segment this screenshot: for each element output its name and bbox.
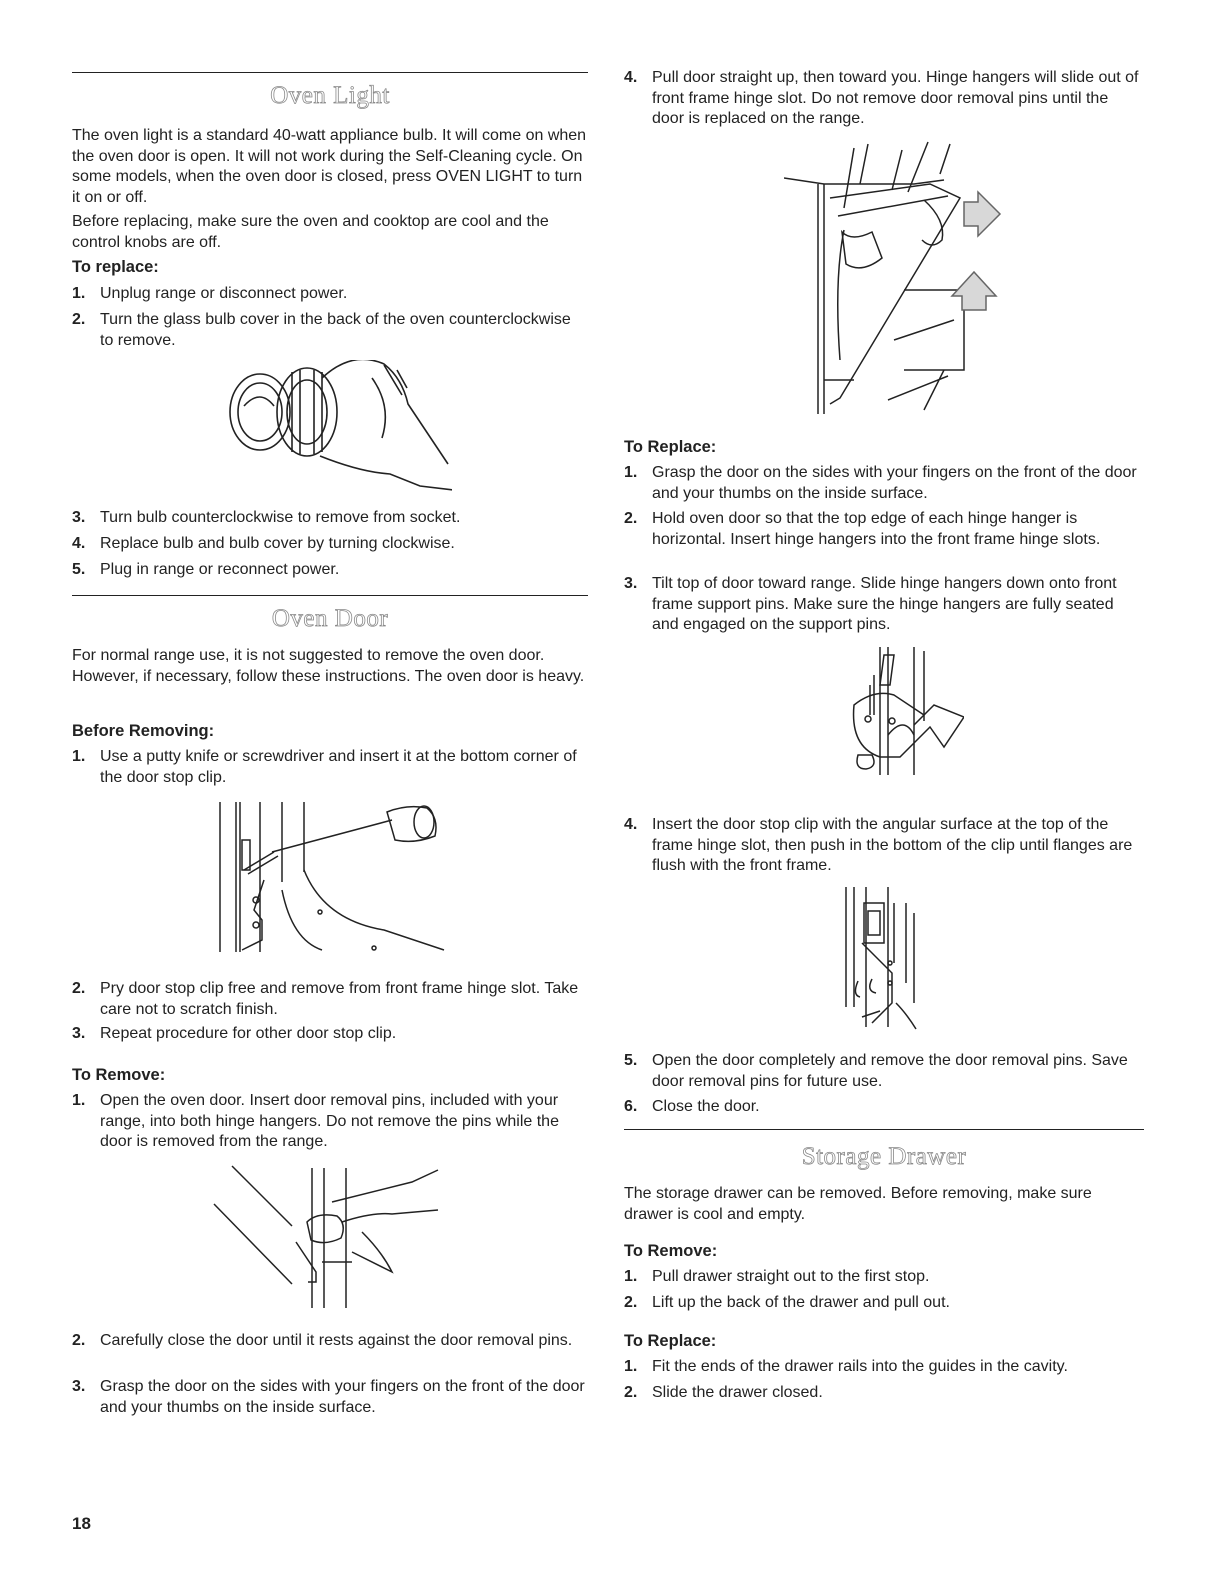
drawer-remove-step: [624, 1267, 1144, 1288]
step-text: Close the door.: [652, 1098, 760, 1115]
to-replace-step: [624, 815, 1144, 877]
step-number: 3.: [624, 575, 638, 592]
oven-light-step: [72, 560, 588, 581]
oven-light-replace-heading: To replace:: [72, 258, 159, 276]
door-lift-illustration: [784, 140, 1044, 415]
step-text: Grasp the door on the sides with your fingers on the front of the door and your thumbs on the inside surface.: [652, 464, 1137, 502]
to-replace-step: [624, 1097, 1144, 1118]
step-number: 3.: [72, 509, 86, 526]
step-text: Unplug range or disconnect power.: [100, 285, 348, 302]
to-remove-step: [72, 1377, 588, 1418]
before-removing-step: [72, 747, 588, 788]
step-number: 1.: [72, 748, 86, 765]
step-text: Slide the drawer closed.: [652, 1384, 823, 1401]
oven-door-intro: For normal range use, it is not suggested to remove the oven door. However, if necessary, follow these instructions. The oven door is heavy.: [72, 647, 585, 685]
step-number: 3.: [72, 1025, 86, 1042]
step-number: 5.: [624, 1052, 638, 1069]
page-number: 18: [72, 1514, 91, 1533]
section-rule: [72, 595, 588, 596]
storage-drawer-intro: The storage drawer can be removed. Before removing, make sure drawer is cool and empty.: [624, 1185, 1092, 1223]
step-text: Pull door straight up, then toward you. Hinge hangers will slide out of front frame hinge slot. Do not remove door removal pins until the door is replaced on the range.: [652, 69, 1139, 127]
to-replace-step: [624, 1051, 1144, 1092]
to-replace-step: [624, 509, 1144, 550]
oven-light-step: [72, 508, 588, 529]
step-text: Replace bulb and bulb cover by turning clockwise.: [100, 535, 455, 552]
step-number: 2.: [624, 510, 638, 527]
drawer-replace-step: [624, 1357, 1144, 1378]
step-number: 4.: [624, 69, 638, 86]
section-rule: [624, 1129, 1144, 1130]
to-replace-step: [624, 463, 1144, 504]
step-number: 2.: [624, 1384, 638, 1401]
step-number: 1.: [624, 464, 638, 481]
before-removing-step: [72, 1024, 588, 1045]
step-text: Turn bulb counterclockwise to remove from socket.: [100, 509, 461, 526]
to-remove-step: [72, 1091, 588, 1153]
step-number: 1.: [72, 1092, 86, 1109]
step-text: Plug in range or reconnect power.: [100, 561, 340, 578]
step-number: 4.: [72, 535, 86, 552]
oven-light-step: [72, 284, 588, 305]
step-number: 2.: [72, 1332, 86, 1349]
step-number: 1.: [624, 1358, 638, 1375]
step-text: Carefully close the door until it rests against the door removal pins.: [100, 1332, 573, 1349]
step-number: 4.: [624, 816, 638, 833]
oven-light-before-note: Before replacing, make sure the oven and cooktop are cool and the control knobs are off.: [72, 213, 549, 251]
step-text: Open the oven door. Insert door removal pins, included with your range, into both hinge hangers. Do not remove the pins while the door is removed from the range.: [100, 1092, 559, 1150]
step-text: Lift up the back of the drawer and pull out.: [652, 1294, 950, 1311]
drawer-remove-step: [624, 1293, 1144, 1314]
step-number: 3.: [72, 1378, 86, 1395]
oven-door-title: Oven Door: [271, 605, 389, 632]
oven-light-step: [72, 310, 588, 351]
step-text: Insert the door stop clip with the angular surface at the top of the frame hinge slot, then push in the bottom of the clip until flanges are flush with the front frame.: [652, 816, 1133, 874]
step-text: Pry door stop clip free and remove from front frame hinge slot. Take care not to scratch finish.: [100, 980, 579, 1018]
step-number: 5.: [72, 561, 86, 578]
step-number: 1.: [624, 1268, 638, 1285]
hinge-hanger-illustration: [844, 645, 964, 775]
drawer-remove-heading: To Remove:: [624, 1242, 718, 1260]
to-remove-heading: To Remove:: [72, 1066, 166, 1084]
step-text: Grasp the door on the sides with your fingers on the front of the door and your thumbs on the inside surface.: [100, 1378, 585, 1416]
oven-light-step: [72, 534, 588, 555]
step-text: Pull drawer straight out to the first stop.: [652, 1268, 930, 1285]
stop-clip-insert-illustration: [836, 883, 946, 1033]
bulb-cover-illustration: [222, 360, 452, 495]
before-removing-step: [72, 979, 588, 1020]
to-replace-step: [624, 574, 1144, 636]
step-number: 6.: [624, 1098, 638, 1115]
removal-pin-illustration: [212, 1162, 452, 1312]
step-number: 2.: [72, 980, 86, 997]
to-replace-heading: To Replace:: [624, 438, 717, 456]
step-text: Fit the ends of the drawer rails into the guides in the cavity.: [652, 1358, 1068, 1375]
step-text: Use a putty knife or screwdriver and insert it at the bottom corner of the door stop clip.: [100, 748, 577, 786]
step-text: Repeat procedure for other door stop clip.: [100, 1025, 397, 1042]
drawer-replace-step: [624, 1383, 1144, 1404]
drawer-replace-heading: To Replace:: [624, 1332, 717, 1350]
door-stop-clip-illustration: [212, 800, 452, 955]
section-rule: [72, 72, 588, 73]
before-removing-heading: Before Removing:: [72, 722, 215, 740]
step-text: Turn the glass bulb cover in the back of the oven counterclockwise to remove.: [100, 311, 571, 349]
to-remove-step: [72, 1331, 588, 1352]
step-number: 2.: [624, 1294, 638, 1311]
storage-drawer-title: Storage Drawer: [801, 1143, 967, 1170]
step-text: Hold oven door so that the top edge of each hinge hanger is horizontal. Insert hinge hangers into the front frame hinge slots.: [652, 510, 1101, 548]
oven-light-intro: The oven light is a standard 40-watt appliance bulb. It will come on when the oven door is open. It will not work during the Self-Cleaning cycle. On some models, when the oven door is closed, press OVEN LIGHT to turn it on or off.: [72, 127, 587, 206]
oven-light-title: Oven Light: [270, 82, 390, 109]
step-text: Open the door completely and remove the door removal pins. Save door removal pins for future use.: [652, 1052, 1128, 1090]
step-number: 2.: [72, 311, 86, 328]
step-number: 1.: [72, 285, 86, 302]
to-remove-step: [624, 68, 1144, 130]
step-text: Tilt top of door toward range. Slide hinge hangers down onto front frame support pins. Make sure the hinge hangers are fully seated and engaged on the support pins.: [652, 575, 1117, 633]
